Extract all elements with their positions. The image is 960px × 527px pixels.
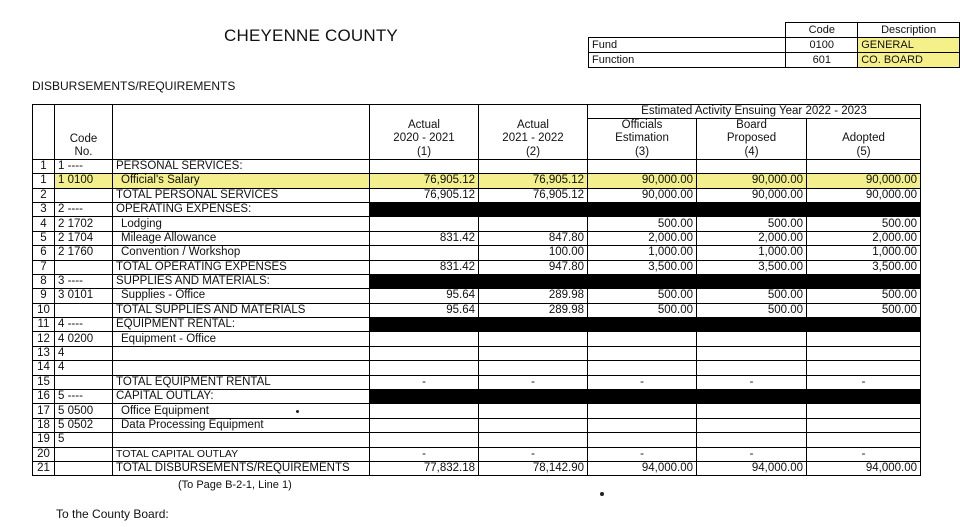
- row-description: [113, 433, 370, 447]
- table-body: [33, 159, 921, 476]
- amount-e4: [697, 346, 807, 360]
- amount-a1: [370, 346, 479, 360]
- scan-speck: [600, 492, 604, 496]
- row-description: Mileage Allowance: [113, 231, 370, 245]
- amount-a1: [370, 361, 479, 375]
- amount-e3: 500.00: [588, 217, 697, 231]
- header-description: [113, 105, 370, 160]
- row-number: 4: [33, 217, 55, 231]
- amount-e4: [697, 418, 807, 432]
- row-code: 2 1702: [55, 217, 113, 231]
- row-code: [55, 260, 113, 274]
- header-estimated: Estimated Activity Ensuing Year 2022 - 2023: [588, 105, 921, 119]
- amount-e5: [807, 202, 921, 216]
- fund-code-header: Code: [786, 23, 858, 38]
- row-code: 5 ----: [55, 390, 113, 404]
- row-code: 4: [55, 346, 113, 360]
- amount-e5: 3,500.00: [807, 260, 921, 274]
- header-board-label: Board: [736, 119, 767, 132]
- amount-a1: 831.42: [370, 260, 479, 274]
- row-code: 2 1704: [55, 231, 113, 245]
- header-actual-1: [370, 105, 479, 146]
- row-number: 14: [33, 361, 55, 375]
- amount-e3: [588, 274, 697, 288]
- amount-e4: [697, 433, 807, 447]
- amount-a1: [370, 246, 479, 260]
- amount-a1: [370, 318, 479, 332]
- amount-e5: [807, 159, 921, 173]
- row-number: 19: [33, 433, 55, 447]
- amount-e5: 90,000.00: [807, 188, 921, 202]
- amount-a2: [479, 404, 588, 418]
- amount-a1: 831.42: [370, 231, 479, 245]
- row-number: 12: [33, 332, 55, 346]
- amount-e3: [588, 202, 697, 216]
- row-description: TOTAL SUPPLIES AND MATERIALS: [113, 303, 370, 317]
- row-number: 9: [33, 289, 55, 303]
- amount-e5: 500.00: [807, 303, 921, 317]
- scan-speck: [296, 410, 299, 413]
- amount-e5: [807, 346, 921, 360]
- amount-e4: 3,500.00: [697, 260, 807, 274]
- amount-a1: 76,905.12: [370, 174, 479, 188]
- amount-a2: [479, 274, 588, 288]
- header-code: [55, 105, 113, 160]
- row-code: 3 ----: [55, 274, 113, 288]
- row-code: 5 0502: [55, 418, 113, 432]
- amount-e5: 90,000.00: [807, 174, 921, 188]
- row-code: 2 1760: [55, 246, 113, 260]
- row-description: TOTAL PERSONAL SERVICES: [113, 188, 370, 202]
- amount-a1: [370, 404, 479, 418]
- amount-a2: [479, 332, 588, 346]
- amount-e5: [807, 274, 921, 288]
- amount-e4: 90,000.00: [697, 174, 807, 188]
- amount-e4: -: [697, 375, 807, 389]
- amount-a2: 78,142.90: [479, 461, 588, 475]
- amount-e5: [807, 390, 921, 404]
- row-description: TOTAL EQUIPMENT RENTAL: [113, 375, 370, 389]
- amount-a2: [479, 361, 588, 375]
- table-row: [33, 159, 921, 173]
- amount-a2: 76,905.12: [479, 188, 588, 202]
- amount-e3: [588, 332, 697, 346]
- header-code-label: Code: [69, 132, 98, 145]
- row-number: 21: [33, 461, 55, 475]
- amount-a1: 95.64: [370, 303, 479, 317]
- table-row: [33, 231, 921, 245]
- header-n1: (1): [370, 145, 479, 159]
- header-actual-1-label: Actual: [408, 119, 440, 132]
- amount-a1: [370, 159, 479, 173]
- row-code: 5 0500: [55, 404, 113, 418]
- row-number: 16: [33, 390, 55, 404]
- amount-e4: [697, 159, 807, 173]
- amount-a2: 289.98: [479, 289, 588, 303]
- header-actual-2-label: Actual: [517, 119, 549, 132]
- row-number: 11: [33, 318, 55, 332]
- amount-a1: 77,832.18: [370, 461, 479, 475]
- amount-e3: [588, 361, 697, 375]
- row-number: 5: [33, 231, 55, 245]
- fund-box-blank: [589, 23, 786, 38]
- county-title: CHEYENNE COUNTY: [224, 26, 398, 45]
- amount-e4: [697, 318, 807, 332]
- disbursements-table: [32, 104, 921, 476]
- header-blank: [33, 105, 55, 160]
- amount-e4: [697, 202, 807, 216]
- amount-a1: [370, 433, 479, 447]
- amount-a2: [479, 433, 588, 447]
- header-adopted: Adopted: [807, 119, 921, 146]
- row-description: PERSONAL SERVICES:: [113, 159, 370, 173]
- row-number: 17: [33, 404, 55, 418]
- header-officials-label: Officials: [621, 119, 663, 132]
- function-label: Function: [589, 53, 786, 68]
- amount-e3: [588, 159, 697, 173]
- amount-e5: -: [807, 375, 921, 389]
- section-title: DISBURSEMENTS/REQUIREMENTS: [32, 79, 236, 93]
- row-number: 6: [33, 246, 55, 260]
- to-board-text: To the County Board:: [56, 507, 169, 521]
- row-description: Equipment - Office: [113, 332, 370, 346]
- table-row: [33, 332, 921, 346]
- amount-a2: [479, 390, 588, 404]
- header-officials: [588, 119, 697, 146]
- amount-e5: 2,000.00: [807, 231, 921, 245]
- header-code-no: No.: [74, 145, 93, 158]
- amount-e3: [588, 433, 697, 447]
- amount-a2: 847.80: [479, 231, 588, 245]
- row-code: [55, 375, 113, 389]
- header-actual-1-year: 2020 - 2021: [393, 132, 455, 145]
- row-code: 3 0101: [55, 289, 113, 303]
- header-n4: (4): [697, 145, 807, 159]
- row-description: CAPITAL OUTLAY:: [113, 390, 370, 404]
- row-number: 10: [33, 303, 55, 317]
- table-row: [33, 303, 921, 317]
- amount-a1: [370, 418, 479, 432]
- fund-description: GENERAL: [858, 38, 960, 53]
- amount-a2: 289.98: [479, 303, 588, 317]
- amount-e3: [588, 404, 697, 418]
- amount-a1: [370, 274, 479, 288]
- amount-e3: 90,000.00: [588, 188, 697, 202]
- amount-a2: -: [479, 375, 588, 389]
- amount-e5: [807, 404, 921, 418]
- row-number: 8: [33, 274, 55, 288]
- amount-a2: 100.00: [479, 246, 588, 260]
- row-code: [55, 461, 113, 475]
- amount-a1: -: [370, 447, 479, 461]
- table-row: [33, 346, 921, 360]
- row-description: TOTAL CAPITAL OUTLAY: [113, 447, 370, 461]
- amount-e3: 90,000.00: [588, 174, 697, 188]
- row-description: Data Processing Equipment: [113, 418, 370, 432]
- row-description: OPERATING EXPENSES:: [113, 202, 370, 216]
- row-description: SUPPLIES AND MATERIALS:: [113, 274, 370, 288]
- table-row: [33, 375, 921, 389]
- amount-e3: 500.00: [588, 303, 697, 317]
- fund-code: 0100: [786, 38, 858, 53]
- table-row: [33, 404, 921, 418]
- table-row: [33, 289, 921, 303]
- amount-e4: [697, 390, 807, 404]
- header-actual-2-year: 2021 - 2022: [502, 132, 564, 145]
- amount-e4: [697, 361, 807, 375]
- amount-e5: 94,000.00: [807, 461, 921, 475]
- table-row: [33, 433, 921, 447]
- header-board: [697, 119, 807, 146]
- row-description: [113, 361, 370, 375]
- table-row: [33, 260, 921, 274]
- function-code: 601: [786, 53, 858, 68]
- amount-e3: -: [588, 375, 697, 389]
- row-code: [55, 447, 113, 461]
- page-reference: (To Page B-2-1, Line 1): [178, 479, 292, 491]
- amount-e4: 94,000.00: [697, 461, 807, 475]
- row-code: 2 ----: [55, 202, 113, 216]
- amount-a2: [479, 418, 588, 432]
- fund-description-header: Description: [858, 23, 960, 38]
- row-description: Office Equipment: [113, 404, 370, 418]
- amount-e4: 500.00: [697, 303, 807, 317]
- amount-e3: -: [588, 447, 697, 461]
- table-row: [33, 390, 921, 404]
- row-description: Official's Salary: [113, 174, 370, 188]
- fund-label: Fund: [589, 38, 786, 53]
- amount-e5: [807, 361, 921, 375]
- row-number: 2: [33, 188, 55, 202]
- amount-e4: 1,000.00: [697, 246, 807, 260]
- amount-a2: [479, 346, 588, 360]
- amount-e3: [588, 390, 697, 404]
- row-code: [55, 188, 113, 202]
- fund-function-box: [588, 22, 960, 68]
- row-description: Supplies - Office: [113, 289, 370, 303]
- amount-e5: 500.00: [807, 289, 921, 303]
- table-row: [33, 418, 921, 432]
- amount-a2: [479, 202, 588, 216]
- header-n3: (3): [588, 145, 697, 159]
- amount-e4: [697, 332, 807, 346]
- row-description: [113, 346, 370, 360]
- amount-a1: [370, 202, 479, 216]
- amount-e4: -: [697, 447, 807, 461]
- amount-e3: 2,000.00: [588, 231, 697, 245]
- function-description: CO. BOARD: [858, 53, 960, 68]
- row-code: 1 0100: [55, 174, 113, 188]
- row-code: 5: [55, 433, 113, 447]
- amount-e5: [807, 418, 921, 432]
- amount-e5: [807, 318, 921, 332]
- header-n5: (5): [807, 145, 921, 159]
- row-number: 13: [33, 346, 55, 360]
- header-board-sub: Proposed: [726, 132, 777, 145]
- amount-e3: 3,500.00: [588, 260, 697, 274]
- amount-e3: 94,000.00: [588, 461, 697, 475]
- amount-e5: [807, 332, 921, 346]
- amount-a2: -: [479, 447, 588, 461]
- row-code: 1 ----: [55, 159, 113, 173]
- table-row: [33, 188, 921, 202]
- row-number: 1: [33, 159, 55, 173]
- row-description: EQUIPMENT RENTAL:: [113, 318, 370, 332]
- amount-e3: 500.00: [588, 289, 697, 303]
- row-code: [55, 303, 113, 317]
- amount-e5: 1,000.00: [807, 246, 921, 260]
- amount-e3: [588, 346, 697, 360]
- row-number: 20: [33, 447, 55, 461]
- amount-e3: [588, 318, 697, 332]
- amount-a2: [479, 318, 588, 332]
- row-code: 4 ----: [55, 318, 113, 332]
- row-number: 15: [33, 375, 55, 389]
- amount-e4: 90,000.00: [697, 188, 807, 202]
- table-row: [33, 202, 921, 216]
- row-number: 18: [33, 418, 55, 432]
- amount-e4: [697, 404, 807, 418]
- table-row: [33, 461, 921, 475]
- amount-a2: [479, 217, 588, 231]
- amount-e4: 500.00: [697, 289, 807, 303]
- amount-a2: [479, 159, 588, 173]
- row-number: 3: [33, 202, 55, 216]
- table-row: [33, 217, 921, 231]
- row-description: TOTAL DISBURSEMENTS/REQUIREMENTS: [113, 461, 370, 475]
- amount-a1: -: [370, 375, 479, 389]
- row-number: 7: [33, 260, 55, 274]
- amount-a1: 95.64: [370, 289, 479, 303]
- amount-a1: [370, 390, 479, 404]
- row-description: TOTAL OPERATING EXPENSES: [113, 260, 370, 274]
- row-code: 4: [55, 361, 113, 375]
- table-row: [33, 246, 921, 260]
- amount-a1: [370, 217, 479, 231]
- row-number: 1: [33, 174, 55, 188]
- amount-e4: 2,000.00: [697, 231, 807, 245]
- row-code: 4 0200: [55, 332, 113, 346]
- header-actual-2: [479, 105, 588, 146]
- amount-e5: -: [807, 447, 921, 461]
- amount-e4: 500.00: [697, 217, 807, 231]
- amount-e5: 500.00: [807, 217, 921, 231]
- table-row: [33, 318, 921, 332]
- table-row: [33, 274, 921, 288]
- amount-a1: [370, 332, 479, 346]
- header-n2: (2): [479, 145, 588, 159]
- table-row: [33, 361, 921, 375]
- row-description: Lodging: [113, 217, 370, 231]
- amount-e3: 1,000.00: [588, 246, 697, 260]
- row-description: Convention / Workshop: [113, 246, 370, 260]
- amount-a2: 76,905.12: [479, 174, 588, 188]
- table-row: [33, 447, 921, 461]
- amount-a2: 947.80: [479, 260, 588, 274]
- table-row: [33, 174, 921, 188]
- amount-e4: [697, 274, 807, 288]
- amount-e5: [807, 433, 921, 447]
- header-officials-sub: Estimation: [615, 132, 669, 145]
- amount-e3: [588, 418, 697, 432]
- amount-a1: 76,905.12: [370, 188, 479, 202]
